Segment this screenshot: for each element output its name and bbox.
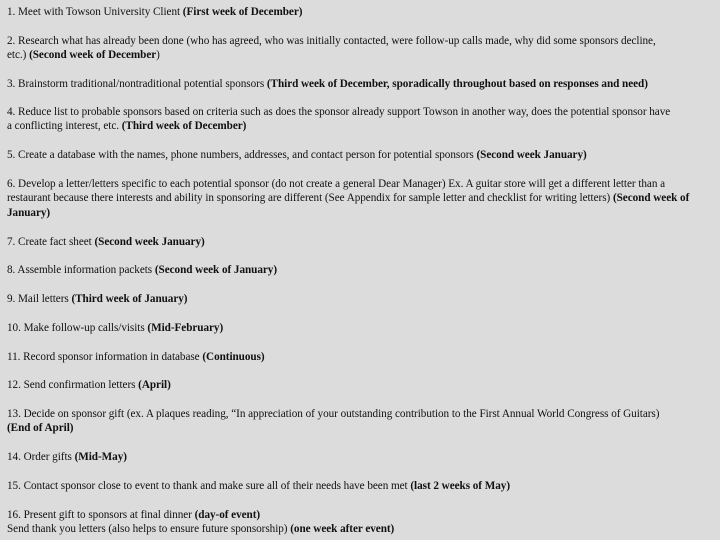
step-text: 5. Create a database with the names, phone numbers, addresses, and contact person for potential sponsors bbox=[7, 149, 477, 161]
step-line bbox=[7, 479, 720, 493]
step-line bbox=[7, 350, 720, 364]
step-timing: (Second week of December bbox=[29, 49, 157, 62]
step-timing: (Third week of December, sporadically throughout based on responses and need) bbox=[266, 78, 648, 90]
step-16 bbox=[7, 508, 720, 537]
step-4 bbox=[7, 105, 720, 134]
step-timing: (Third week of December) bbox=[121, 120, 247, 133]
step-timing: (First week of December) bbox=[182, 6, 303, 18]
step-6 bbox=[7, 177, 720, 220]
step-timing: (Mid-February) bbox=[147, 322, 224, 334]
step-1 bbox=[7, 5, 720, 19]
step-timing: (last 2 weeks of May) bbox=[410, 480, 510, 492]
step-timing: (April) bbox=[138, 379, 171, 391]
step-line bbox=[7, 508, 720, 522]
step-timing: (one week after event) bbox=[290, 523, 395, 536]
step-line bbox=[7, 321, 720, 335]
step-11 bbox=[7, 350, 720, 364]
step-text: 13. Decide on sponsor gift (ex. A plaques reading, “In appreciation of your outstanding contribution to the First Annual World Congress of Guitars) bbox=[7, 408, 660, 420]
step-line bbox=[7, 34, 720, 48]
step-timing: (Second week January) bbox=[476, 149, 587, 161]
step-text: 10. Make follow-up calls/visits bbox=[7, 322, 148, 334]
step-timing: (Second week of January) bbox=[154, 264, 278, 276]
step-text: etc.) bbox=[7, 49, 30, 62]
step-text: restaurant because there interests and ability in sponsoring are different (See Appendix for sample letter and checklist for writing letters) bbox=[7, 192, 613, 205]
step-line bbox=[7, 77, 720, 91]
step-text: 8. Assemble information packets bbox=[7, 264, 155, 276]
step-line bbox=[7, 421, 720, 435]
step-line bbox=[7, 235, 720, 249]
step-line bbox=[7, 292, 720, 306]
step-5 bbox=[7, 148, 720, 162]
step-timing: January) bbox=[7, 206, 51, 219]
step-line bbox=[7, 191, 720, 205]
step-line bbox=[7, 407, 720, 421]
step-8 bbox=[7, 263, 720, 277]
step-text: 4. Reduce list to probable sponsors based on criteria such as does the sponsor already support Towson in another way, does the potential sponsor have bbox=[7, 106, 671, 118]
step-text: 12. Send confirmation letters bbox=[7, 379, 139, 391]
step-12 bbox=[7, 378, 720, 392]
step-10 bbox=[7, 321, 720, 335]
step-9 bbox=[7, 292, 720, 306]
step-timing: (day-of event) bbox=[194, 509, 261, 521]
step-7 bbox=[7, 235, 720, 249]
step-text: 11. Record sponsor information in database bbox=[7, 351, 203, 363]
step-text: 3. Brainstorm traditional/nontraditional potential sponsors bbox=[7, 78, 267, 90]
step-timing: (Continuous) bbox=[202, 351, 265, 363]
step-text: a conflicting interest, etc. bbox=[7, 120, 122, 133]
step-2 bbox=[7, 34, 720, 63]
step-timing: (Mid-May) bbox=[74, 451, 127, 463]
step-text: Send thank you letters (also helps to ensure future sponsorship) bbox=[7, 523, 291, 536]
step-text: 1. Meet with Towson University Client bbox=[7, 6, 183, 18]
step-text: 6. Develop a letter/letters specific to each potential sponsor (do not create a general Dear Manager) Ex. A guitar store will get a different letter than a bbox=[7, 178, 666, 190]
step-timing: (End of April) bbox=[7, 422, 74, 435]
step-line bbox=[7, 177, 720, 191]
step-line bbox=[7, 105, 720, 119]
step-text: 9. Mail letters bbox=[7, 293, 72, 305]
step-3 bbox=[7, 77, 720, 91]
step-timing: (Second week of bbox=[612, 192, 690, 205]
step-text: 16. Present gift to sponsors at final dinner bbox=[7, 509, 195, 521]
step-line bbox=[7, 48, 720, 62]
step-15 bbox=[7, 479, 720, 493]
step-14 bbox=[7, 450, 720, 464]
step-text: ) bbox=[156, 49, 160, 62]
step-line bbox=[7, 263, 720, 277]
step-line bbox=[7, 450, 720, 464]
step-text: 15. Contact sponsor close to event to thank and make sure all of their needs have been met bbox=[7, 480, 411, 492]
step-line bbox=[7, 5, 720, 19]
step-line bbox=[7, 148, 720, 162]
step-text: 7. Create fact sheet bbox=[7, 236, 95, 248]
step-line bbox=[7, 522, 720, 536]
step-13 bbox=[7, 407, 720, 436]
step-line bbox=[7, 206, 720, 220]
step-text: 14. Order gifts bbox=[7, 451, 75, 463]
step-line bbox=[7, 119, 720, 133]
step-timing: (Second week January) bbox=[94, 236, 205, 248]
step-line bbox=[7, 378, 720, 392]
step-timing: (Third week of January) bbox=[71, 293, 188, 305]
step-text: 2. Research what has already been done (who has agreed, who was initially contacted, were follow-up calls made, why did some sponsors decline, bbox=[7, 35, 656, 47]
